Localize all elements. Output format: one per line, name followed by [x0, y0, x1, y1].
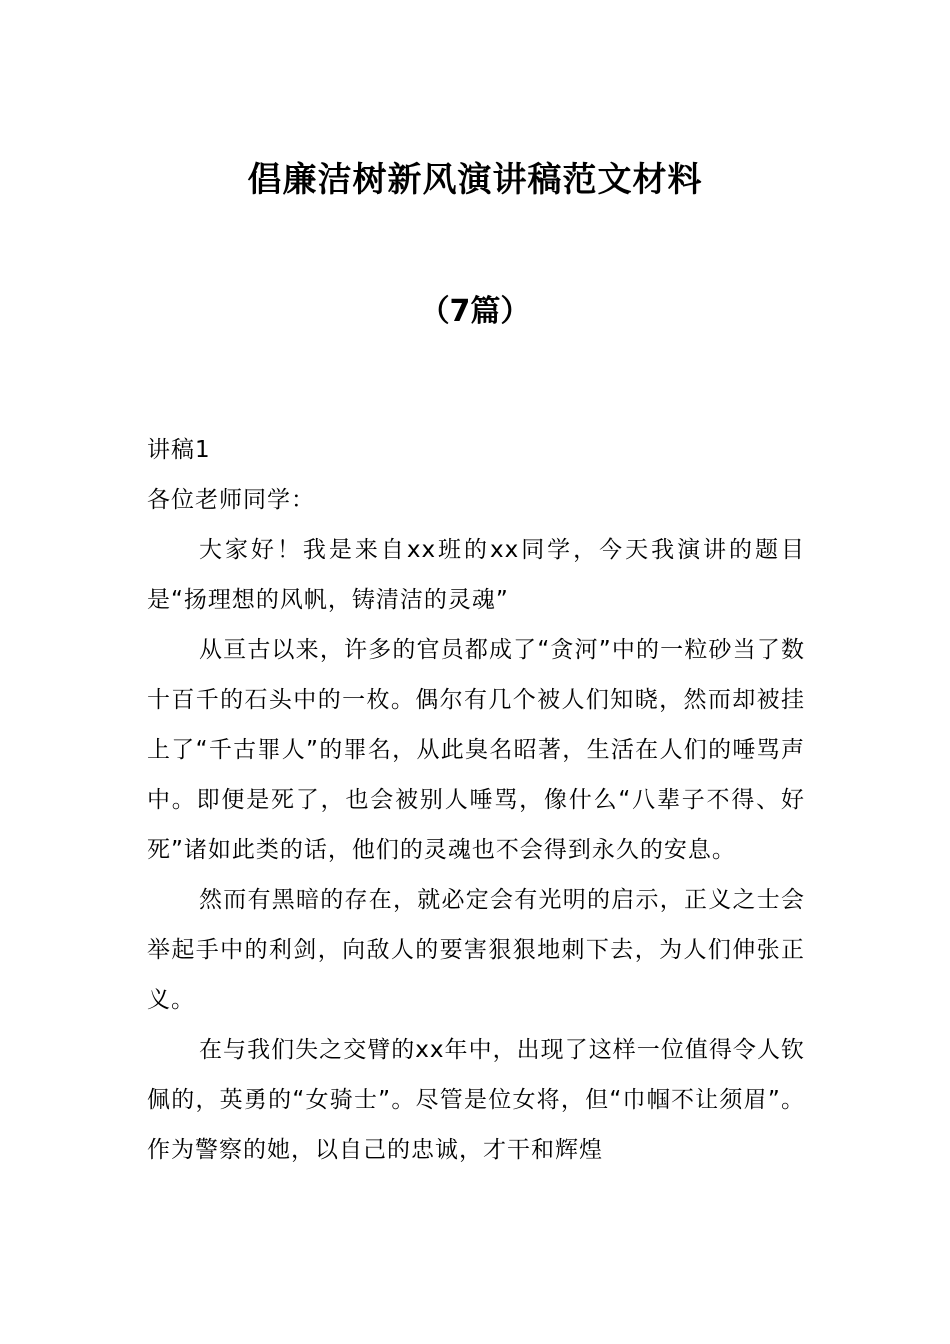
- document-title: 倡廉洁树新风演讲稿范文材料: [247, 160, 703, 200]
- salutation: 各位老师同学：: [147, 487, 315, 513]
- paragraph-3: 然而有黑暗的存在，就必定会有光明的启示，正义之士会举起手中的利剑，向敌人的要害狠狠地刺下去，为人们伸张正义。: [147, 887, 805, 1013]
- paragraph-4: 在与我们失之交臂的xx年中，出现了这样一位值得令人钦佩的，英勇的“女骑士”。尽管是位女将，但“巾帼不让须眉”。作为警察的她，以自己的忠诚，才干和辉煌: [147, 1037, 805, 1163]
- document-body: [147, 425, 805, 1175]
- paragraph-2: 从亘古以来，许多的官员都成了“贪河”中的一粒砂当了数十百千的石头中的一枚。偶尔有几个被人们知晓，然而却被挂上了“千古罪人”的罪名，从此臭名昭著，生活在人们的唾骂声中。即便是死了，也会被别人唾骂，像什么“八辈子不得、好死”诸如此类的话，他们的灵魂也不会得到永久的安息。: [147, 637, 805, 863]
- document-subtitle: （7篇）: [419, 294, 531, 329]
- section-label: 讲稿1: [147, 437, 211, 463]
- paragraph-1: 大家好！我是来自xx班的xx同学，今天我演讲的题目是“扬理想的风帆，铸清洁的灵魂”: [147, 537, 805, 613]
